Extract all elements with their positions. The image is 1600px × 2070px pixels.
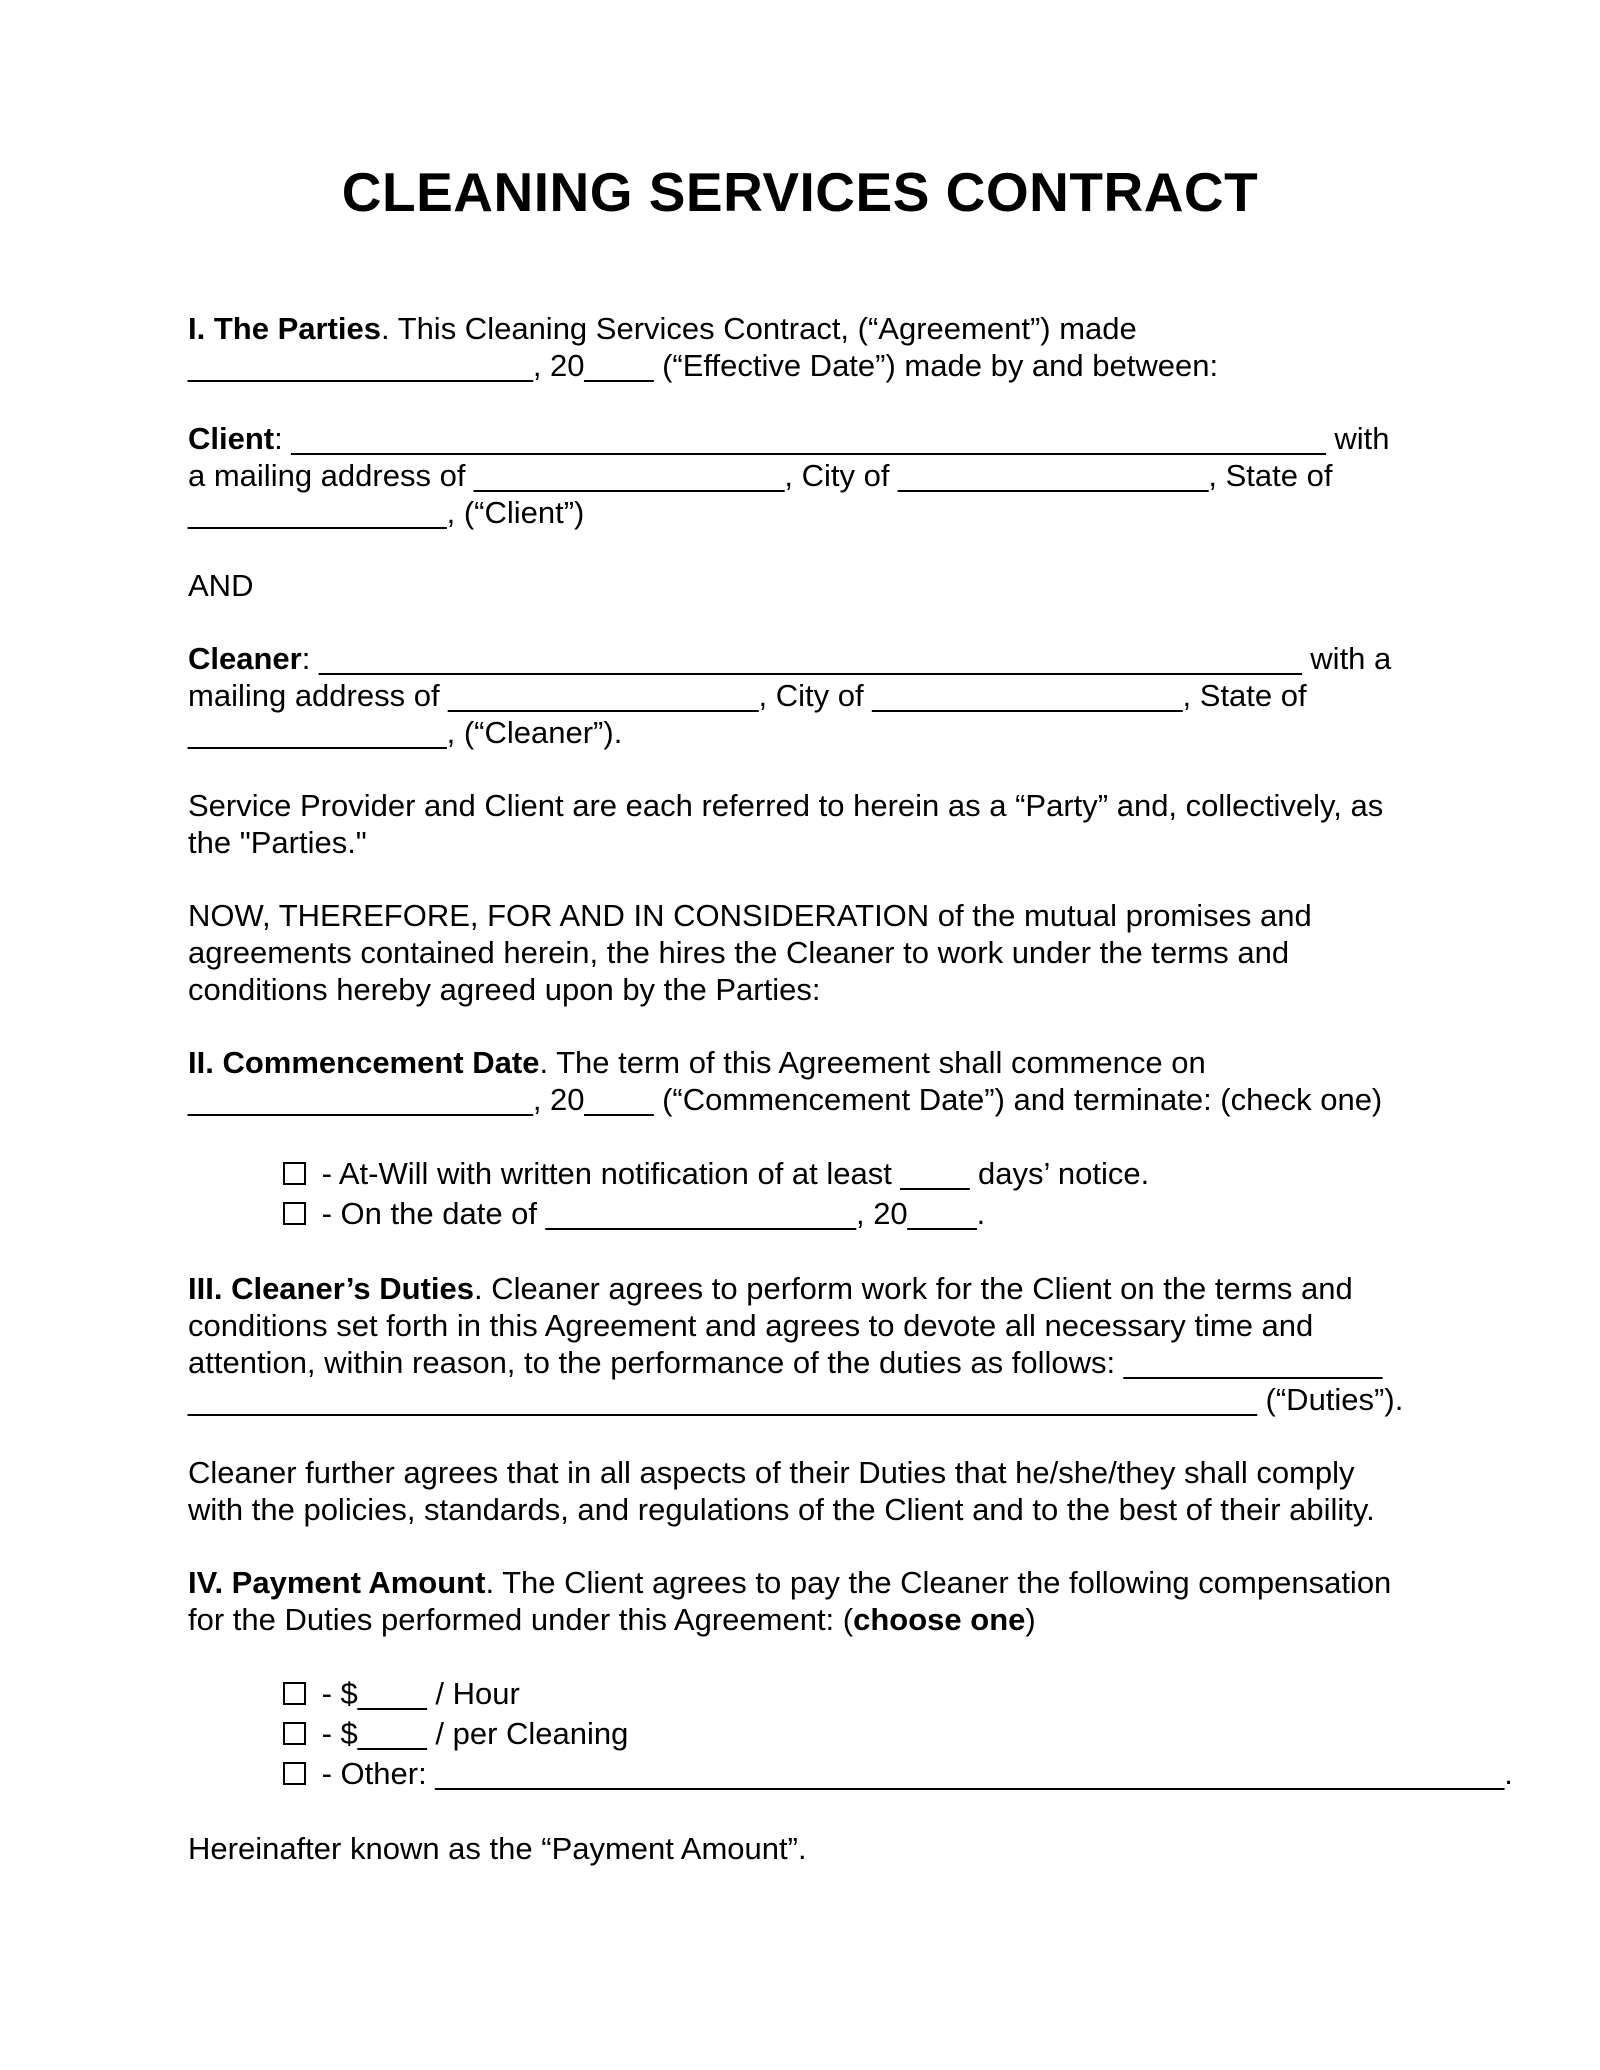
- and-text: AND: [188, 568, 254, 603]
- cleaner-label: Cleaner: [188, 641, 302, 676]
- cleaner-line-1: [188, 640, 1412, 677]
- consideration-clause: NOW, THEREFORE, FOR AND IN CONSIDERATION of the mutual promises and agreements contained herein, the hires the Cleaner to work under the terms and conditions hereby agreed upon by the Parties:: [188, 898, 1312, 1007]
- per-cleaning-checkbox-icon[interactable]: [283, 1722, 306, 1745]
- option-hourly: - $____ / Hour: [283, 1674, 1412, 1714]
- end-date-checkbox-icon[interactable]: [283, 1202, 306, 1225]
- duties-blank-start: attention, within reason, to the performance of the duties as follows: _______________: [188, 1345, 1383, 1380]
- effective-date-blank: ____________________, 20____ (“Effective Date”) made by and between:: [188, 348, 1219, 383]
- cleaner-address-blank: mailing address of __________________, City of __________________, State of: [188, 678, 1307, 713]
- payment-amount-note: Hereinafter known as the “Payment Amount”.: [188, 1831, 807, 1866]
- choose-one-text: choose one: [853, 1602, 1026, 1637]
- duties-compliance-clause: Cleaner further agrees that in all aspects of their Duties that he/she/they shall comply with the policies, standards, and regulations of the Client and to the best of their ability.: [188, 1455, 1375, 1527]
- section-payment: IV. Payment Amount. The Client agrees to pay the Cleaner the following compensation for the Duties performed under this Agreement: (choose one): [188, 1565, 1392, 1637]
- client-name-blank: : ____________________________________________________________ with: [274, 421, 1390, 456]
- payment-options: [188, 1674, 1513, 1794]
- option-end-date: - On the date of __________________, 20____.: [283, 1194, 1412, 1234]
- at-will-checkbox-icon[interactable]: [283, 1162, 306, 1185]
- parties-reference: Service Provider and Client are each referred to herein as a “Party” and, collectively, as the "Parties.": [188, 788, 1384, 860]
- duties-blank-end: ______________________________________________________________ (“Duties”).: [188, 1382, 1404, 1417]
- section-parties: [188, 310, 1412, 384]
- cleaner-line-3: [188, 714, 1412, 751]
- section-payment-heading: IV. Payment Amount: [188, 1565, 486, 1600]
- client-line-1: [188, 420, 1412, 457]
- option-other: [283, 1754, 1513, 1794]
- section-parties-heading: I. The Parties: [188, 311, 381, 346]
- parties-line-1: I. The Parties. This Cleaning Services Contract, (“Agreement”) made: [188, 311, 1137, 346]
- client-state-blank: _______________, (“Client”): [188, 495, 585, 530]
- client-line-3: [188, 494, 1412, 531]
- section-duties-heading: III. Cleaner’s Duties: [188, 1271, 474, 1306]
- cleaner-name-blank: : _________________________________________________________ with a: [301, 641, 1392, 676]
- commencement-options: [188, 1154, 1412, 1234]
- client-address-blank: a mailing address of __________________, City of __________________, State of: [188, 458, 1333, 493]
- other-checkbox-icon[interactable]: [283, 1762, 306, 1785]
- cleaner-line-2: [188, 677, 1412, 714]
- option-per-cleaning: - $____ / per Cleaning: [283, 1714, 1412, 1754]
- hourly-checkbox-icon[interactable]: [283, 1682, 306, 1705]
- option-at-will: - At-Will with written notification of at least ____ days’ notice.: [283, 1154, 1412, 1194]
- client-line-2: [188, 457, 1412, 494]
- section-commencement-heading: II. Commencement Date: [188, 1045, 540, 1080]
- cleaner-block: [188, 640, 1412, 751]
- document-title: CLEANING SERVICES CONTRACT: [341, 161, 1259, 223]
- section-duties: III. Cleaner’s Duties. Cleaner agrees to perform work for the Client on the terms and conditions set forth in this Agreement and agrees to devote all necessary time and attention, within reason, to the performance of the duties as follows: _______________ ______________________________________________________________ (“Duties”).: [188, 1271, 1404, 1417]
- other-amount-blank: - Other: ______________________________________________________________.: [313, 1756, 1513, 1791]
- client-block: [188, 420, 1412, 531]
- client-label: Client: [188, 421, 275, 456]
- commencement-date-blank: ____________________, 20____ (“Commencement Date”) and terminate: (check one): [188, 1082, 1383, 1117]
- section-commencement: II. Commencement Date. The term of this Agreement shall commence on ____________________, 20____ (“Commencement Date”) and terminate: (check one): [188, 1045, 1383, 1117]
- and-separator: [188, 567, 1412, 604]
- parties-line-2: [188, 347, 1412, 384]
- cleaner-state-blank: _______________, (“Cleaner”).: [188, 715, 623, 750]
